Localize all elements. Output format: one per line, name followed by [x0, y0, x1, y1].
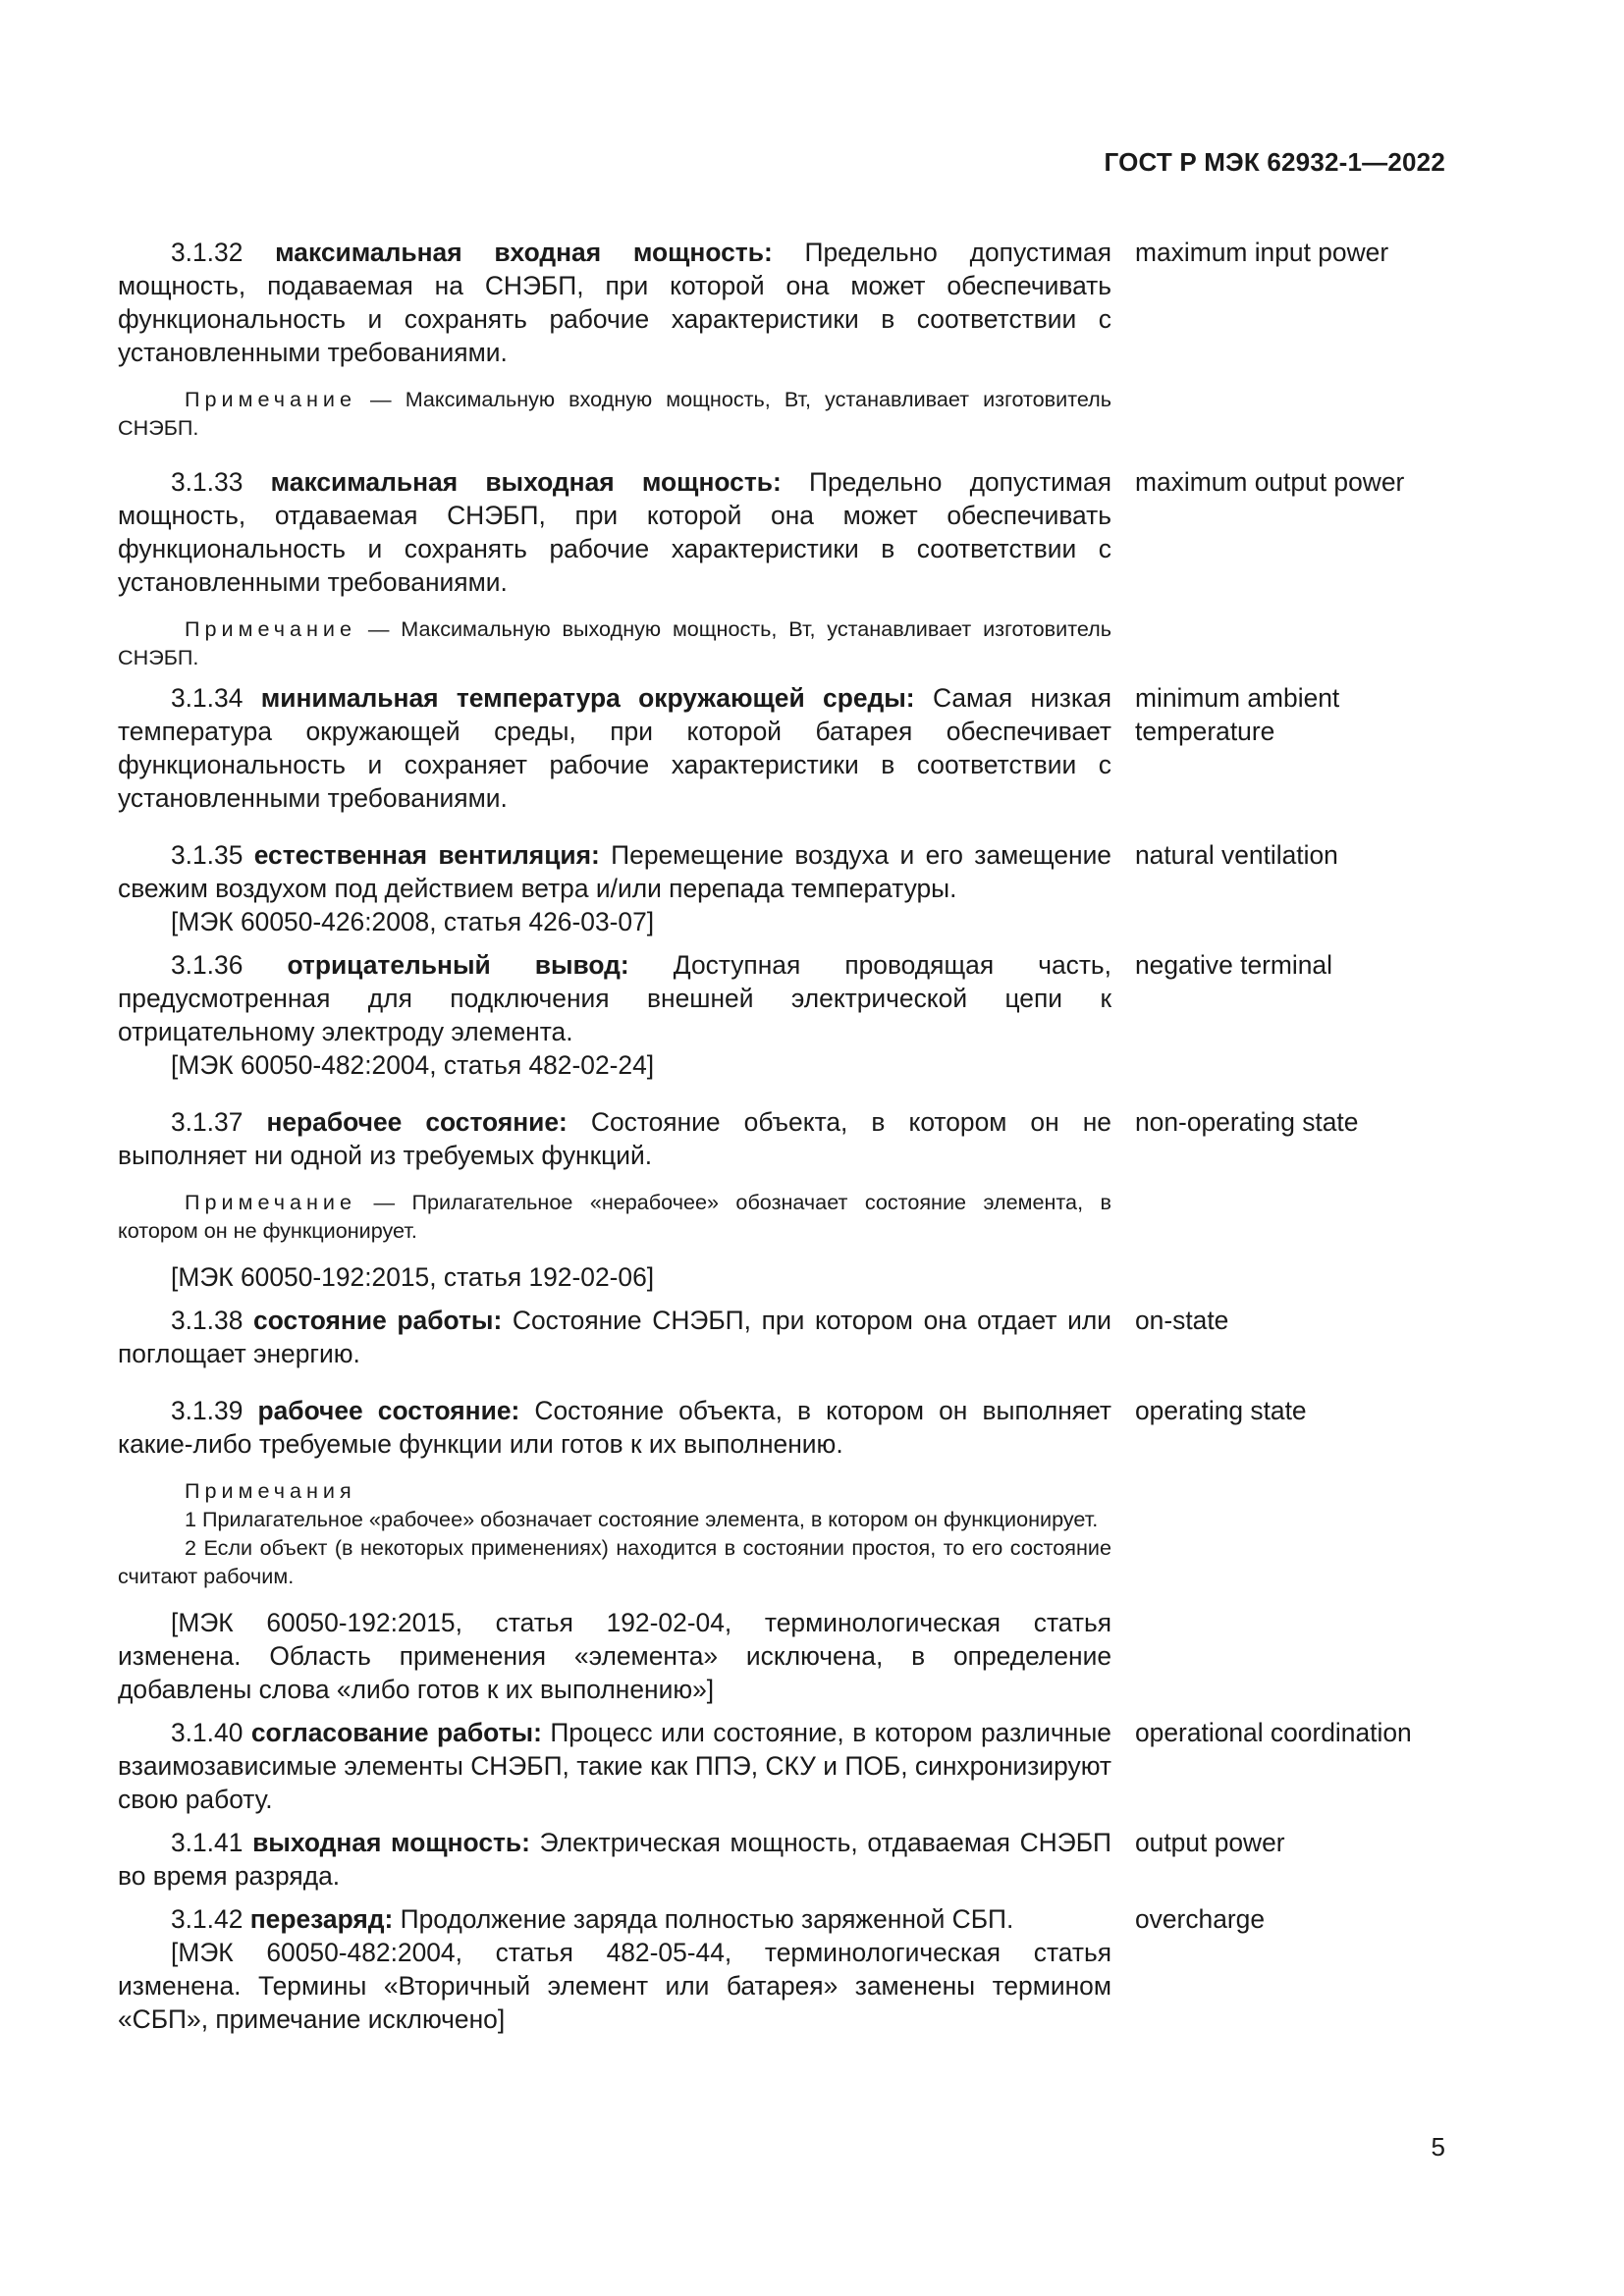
term-number: 3.1.36	[171, 950, 244, 980]
definition-paragraph	[118, 1394, 1111, 1461]
term-name: выходная мощность:	[252, 1828, 530, 1857]
definition-paragraph	[118, 948, 1111, 1048]
note-text: — Прилагательное «нерабочее» обозначает состояние элемента, в котором он не функционирует.	[118, 1190, 1111, 1243]
definition-paragraph	[118, 1304, 1111, 1370]
english-equivalent: minimum ambient temperature	[1135, 683, 1340, 746]
note-item-2: 2 Если объект (в некоторых применениях) находится в состоянии простоя, то его состояние считают рабочим.	[118, 1535, 1111, 1588]
notes-block	[118, 1476, 1111, 1590]
term-definition: Предельно допустимая мощность, отдаваемая СНЭБП, при которой она может обеспечивать функциональность и сохранять рабочие характеристики в соответствии с установленными требованиями.	[118, 467, 1112, 597]
definition-paragraph	[118, 838, 1111, 905]
term-entry-3-1-35	[118, 838, 1445, 938]
english-equivalent: operational coordination	[1135, 1718, 1412, 1747]
english-equivalent: non-operating state	[1135, 1107, 1359, 1137]
term-name: минимальная температура окружающей среды:	[260, 683, 915, 713]
source-reference: [МЭК 60050-192:2015, статья 192-02-06]	[171, 1262, 655, 1292]
note-block	[118, 385, 1111, 442]
term-name: состояние работы:	[253, 1306, 503, 1335]
source-reference: [МЭК 60050-482:2004, статья 482-02-24]	[171, 1050, 655, 1080]
terms-list	[118, 236, 1445, 2036]
english-equivalent: output power	[1135, 1828, 1285, 1857]
term-entry-3-1-32	[118, 236, 1445, 369]
term-name: максимальная входная мощность:	[275, 238, 773, 267]
note-block	[118, 614, 1111, 671]
term-definition: Перемещение воздуха и его замещение свежим воздухом под действием ветра и/или перепада температуры.	[118, 840, 1111, 903]
term-name: отрицательный вывод:	[287, 950, 629, 980]
term-definition: Состояние объекта, в котором он не выполняет ни одной из требуемых функций.	[118, 1107, 1111, 1170]
term-number: 3.1.35	[171, 840, 244, 870]
definition-paragraph	[118, 1716, 1111, 1816]
term-definition: Состояние СНЭБП, при котором она отдает или поглощает энергию.	[118, 1306, 1111, 1368]
term-number: 3.1.41	[171, 1828, 244, 1857]
standard-designation: ГОСТ Р МЭК 62932-1—2022	[1104, 147, 1445, 177]
term-definition: Электрическая мощность, отдаваемая СНЭБП во время разряда.	[118, 1828, 1111, 1891]
term-entry-3-1-41	[118, 1826, 1445, 1893]
term-entry-3-1-40	[118, 1716, 1445, 1816]
notes-label: Примечания	[185, 1478, 356, 1503]
definition-paragraph	[118, 236, 1111, 369]
source-reference: [МЭК 60050-426:2008, статья 426-03-07]	[171, 907, 655, 936]
term-number: 3.1.37	[171, 1107, 244, 1137]
note-text: — Максимальную выходную мощность, Вт, устанавливает изготовитель СНЭБП.	[118, 616, 1111, 669]
term-entry-3-1-38	[118, 1304, 1445, 1370]
note-block	[118, 1188, 1111, 1245]
note-label: Примечание	[185, 1190, 356, 1214]
term-number: 3.1.39	[171, 1396, 244, 1425]
term-definition: Доступная проводящая часть, предусмотренная для подключения внешней электрической цепи к отрицательному электроду элемента.	[118, 950, 1112, 1046]
term-name: согласование работы:	[250, 1718, 542, 1747]
term-entry-3-1-42	[118, 1902, 1445, 2036]
definition-paragraph	[118, 1902, 1111, 1936]
term-definition: Продолжение заряда полностью заряженной СБП.	[400, 1904, 1014, 1934]
english-equivalent: maximum output power	[1135, 467, 1405, 497]
term-entry-3-1-34	[118, 681, 1445, 815]
note-label: Примечание	[185, 387, 356, 411]
note-item-1: 1 Прилагательное «рабочее» обозначает состояние элемента, в котором он функционирует.	[185, 1507, 1099, 1531]
term-name: естественная вентиляция:	[253, 840, 600, 870]
source-reference: [МЭК 60050-482:2004, статья 482-05-44, терминологическая статья изменена. Термины «Вторичный элемент или батарея» заменены термином «СБП», примечание исключено]	[118, 1938, 1111, 2034]
term-entry-3-1-36	[118, 948, 1445, 1082]
term-number: 3.1.40	[171, 1718, 244, 1747]
english-equivalent: overcharge	[1135, 1904, 1266, 1934]
term-number: 3.1.34	[171, 683, 244, 713]
note-label: Примечание	[185, 616, 356, 641]
term-number: 3.1.38	[171, 1306, 244, 1335]
term-number: 3.1.32	[171, 238, 244, 267]
term-name: рабочее состояние:	[257, 1396, 520, 1425]
term-definition: Предельно допустимая мощность, подаваемая на СНЭБП, при которой она может обеспечивать функциональность и сохранять рабочие характеристики в соответствии с установленными требованиями.	[118, 238, 1111, 367]
definition-paragraph	[118, 465, 1111, 599]
term-entry-3-1-37	[118, 1105, 1445, 1172]
english-equivalent: maximum input power	[1135, 238, 1389, 267]
term-definition: Самая низкая температура окружающей среды, при которой батарея обеспечивает функциональность и сохраняет рабочие характеристики в соответствии с установленными требованиями.	[118, 683, 1111, 813]
term-name: нерабочее состояние:	[266, 1107, 568, 1137]
source-reference: [МЭК 60050-192:2015, статья 192-02-04, терминологическая статья изменена. Область применения «элемента» исключена, в определение добавлены слова «либо готов к их выполнению»]	[118, 1608, 1111, 1704]
term-definition: Состояние объекта, в котором он выполняет какие-либо требуемые функции или готов к их выполнению.	[118, 1396, 1111, 1459]
term-number: 3.1.33	[171, 467, 244, 497]
term-name: перезаряд:	[249, 1904, 394, 1934]
term-entry-3-1-33	[118, 465, 1445, 599]
english-equivalent: negative terminal	[1135, 950, 1332, 980]
definition-paragraph	[118, 681, 1111, 815]
page-number: 5	[1431, 2132, 1445, 2162]
term-definition: Процесс или состояние, в котором различные взаимозависимые элементы СНЭБП, такие как ППЭ, СКУ и ПОБ, синхронизируют свою работу.	[118, 1718, 1111, 1814]
definition-paragraph	[118, 1105, 1111, 1172]
term-name: максимальная выходная мощность:	[270, 467, 782, 497]
definition-paragraph	[118, 1826, 1111, 1893]
term-number: 3.1.42	[171, 1904, 244, 1934]
note-text: — Максимальную входную мощность, Вт, устанавливает изготовитель СНЭБП.	[118, 387, 1111, 440]
english-equivalent: operating state	[1135, 1396, 1307, 1425]
term-entry-3-1-39	[118, 1394, 1445, 1461]
english-equivalent: on-state	[1135, 1306, 1229, 1335]
english-equivalent: natural ventilation	[1135, 840, 1338, 870]
